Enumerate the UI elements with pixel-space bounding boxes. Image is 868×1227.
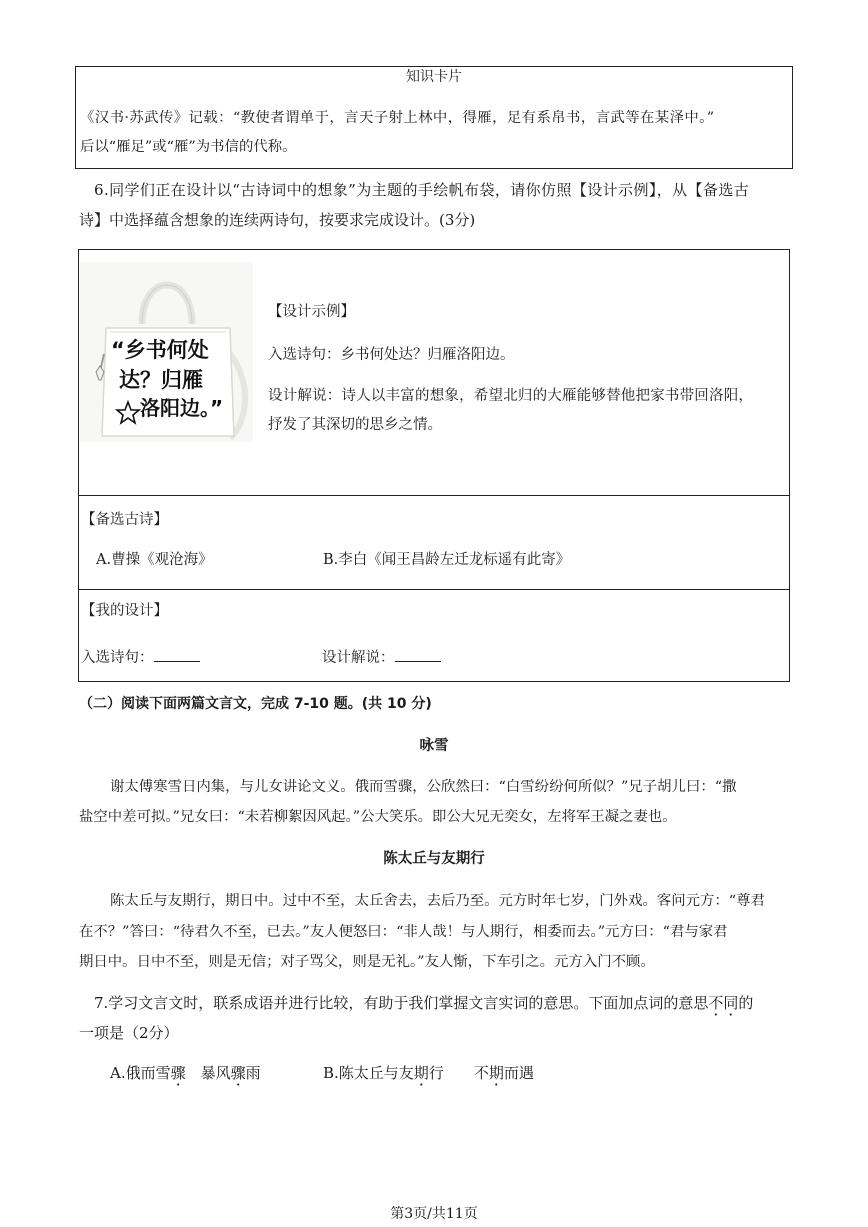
passage1-line2: 盐空中差可拟。”兄女曰：“未若柳絮因风起。”公大笑乐。即公大兄无奕女，左将军王凝之妻也。 (79, 809, 677, 825)
q7-line1 (94, 996, 753, 1011)
q6-line1: 6.同学们正在设计以“古诗词中的想象”为主题的手绘帆布袋，请你仿照【设计示例】，从【备选古 (94, 181, 750, 199)
q7-option-a-pre: A.俄而雪 (110, 1064, 171, 1082)
candidate-option-b: B.李白《闻王昌龄左迁龙标遥有此寄》 (323, 552, 571, 568)
explain-blank[interactable] (395, 647, 441, 662)
passage1-title: 咏雪 (419, 738, 449, 754)
q6-line2: 诗】中选择蕴含想象的连续两诗句，按要求完成设计。(3分) (79, 211, 476, 229)
emphasis-dot-text: 不 (708, 994, 724, 1012)
candidate-option-a: A.曹操《观沧海》 (96, 552, 213, 568)
bag-text-line2: 达？归雁 (119, 368, 203, 392)
section2-heading: （二）阅读下面两篇文言文，完成 7-10 题。(共 10 分) (79, 696, 432, 712)
emphasis-dot-text: 期 (488, 1064, 504, 1082)
q7-option-b-mid: 行 不 (428, 1064, 489, 1082)
my-design-selected-label: 入选诗句： (81, 650, 154, 666)
q7-line1-text: 7.学习文言文时，联系成语并进行比较，有助于我们掌握文言实词的意思。下面加点词的意思 (94, 994, 709, 1012)
design-example-explain-line1: 设计解说：诗人以丰富的想象，希望北归的大雁能够替他把家书带回洛阳， (268, 388, 754, 404)
my-design-explain-row (322, 647, 441, 666)
passage2-line3: 期日中。日中不至，则是无信；对子骂父，则是无礼。”友人惭，下车引之。元方入门不顾。 (79, 954, 655, 970)
q7-option-b-pre: B.陈太丘与友 (323, 1064, 414, 1082)
bag-text-line3: 洛阳边。” (140, 396, 224, 420)
passage2-line2: 在不？”答曰：“待君久不至，已去。”友人便怒曰：“非人哉！与人期行，相委而去。”元方曰：“君与家君 (79, 924, 728, 940)
q7-option-a-post: 雨 (245, 1064, 261, 1082)
q7-option-b-post: 而遇 (503, 1064, 534, 1082)
q7-option-b (323, 1066, 534, 1081)
my-design-heading: 【我的设计】 (81, 603, 168, 619)
candidates-heading: 【备选古诗】 (81, 512, 168, 528)
design-example-explain-line2: 抒发了其深切的思乡之情。 (268, 417, 442, 433)
emphasis-dot-text: 骤 (230, 1064, 246, 1082)
design-example-heading: 【设计示例】 (268, 304, 355, 320)
q7-option-a-mid: 暴风 (185, 1064, 231, 1082)
table-divider-1 (78, 495, 790, 496)
bag-text-line1: “乡书何处 (111, 338, 209, 362)
knowledge-card-line1: 《汉书·苏武传》记载：“教使者谓单于，言天子射上林中，得雁，足有系帛书，言武等在某泽中。” (80, 110, 715, 126)
knowledge-card-title: 知识卡片 (406, 69, 462, 85)
my-design-explain-label: 设计解说： (322, 650, 395, 666)
my-design-selected-row (81, 647, 200, 666)
emphasis-dot-text: 骤 (170, 1064, 186, 1082)
passage2-title: 陈太丘与友期行 (383, 851, 485, 867)
q7-line2: 一项是（2分） (79, 1024, 179, 1042)
passage2-line1: 陈太丘与友期行，期日中。过中不至，太丘舍去，去后乃至。元方时年七岁，门外戏。客问元方：“尊君 (110, 893, 765, 909)
selected-poem-blank[interactable] (154, 647, 200, 662)
table-divider-2 (78, 589, 790, 590)
emphasis-dot-text: 同 (723, 994, 739, 1012)
page-number: 第3页/共11页 (390, 1206, 478, 1222)
q7-line1-end: 的 (738, 994, 754, 1012)
design-example-selected: 入选诗句：乡书何处达？归雁洛阳边。 (268, 347, 515, 363)
passage1-line1: 谢太傅寒雪日内集，与儿女讲论文义。俄而雪骤，公欣然曰：“白雪纷纷何所似？”兄子胡儿曰：“撒 (110, 779, 737, 795)
q7-option-a (110, 1066, 261, 1081)
knowledge-card-line2: 后以“雁足”或“雁”为书信的代称。 (80, 139, 297, 155)
emphasis-dot-text: 期 (413, 1064, 429, 1082)
